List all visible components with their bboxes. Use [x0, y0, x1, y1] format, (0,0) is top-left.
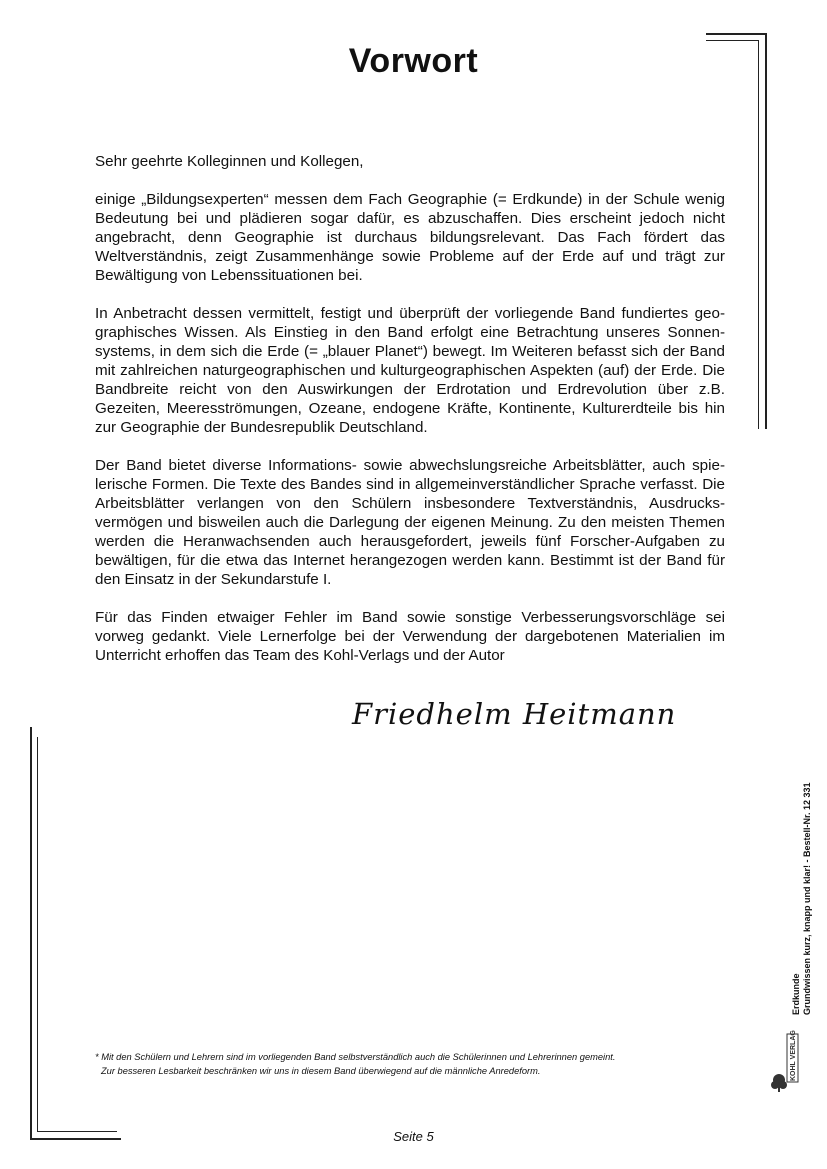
frame-right-vertical — [765, 33, 767, 429]
logo-graphic — [769, 1024, 799, 1094]
frame-right-vertical-inner — [758, 40, 759, 429]
paragraph-3: Der Band bietet diverse Informations- sowie abwechslungsreiche Arbeitsblätter, auch spielerische Formen. Die Texte des Bandes sind in allgemeinverständlicher Sprache verfasst. Die Arbeitsblätter verlangen von den Schülern insbesondere Textverständnis, Ausdrucksvermögen und bisweilen auch die Darlegung der eigenen Meinung. Zu den meisten Themen werden die Heranwachsenden auch herausgefordert, jeweils fünf Forscher-Aufgaben zu bewältigen, für die etwa das Internet herangezogen werden kann. Bestimmt ist der Band für den Einsatz in der Sekundarstufe I. — [95, 457, 725, 588]
frame-left-vertical-inner — [37, 737, 38, 1132]
author-signature: Friedhelm Heitmann — [352, 697, 677, 731]
footnote — [95, 1050, 735, 1078]
footnote-line-1: * Mit den Schülern und Lehrern sind im vorliegenden Band selbstverständlich auch die Schülerinnen und Lehrerinnen gemeint. — [95, 1052, 616, 1062]
kohl-verlag-logo-icon — [769, 1024, 799, 1094]
paragraph-1: einige „Bildungsexperten“ messen dem Fach Geographie (= Erdkunde) in der Schule wenig Bedeutung bei und plädieren sogar dafür, es abzuschaffen. Dies erscheint jedoch nicht angebracht, denn Geographie ist durchaus bildungsrelevant. Das Fach fördert das Weltverständnis, zeigt Zusammenhänge sowie Probleme auf der Erde auf und trägt zur Bewältigung von Lebenssituationen bei. — [95, 191, 725, 284]
page-title: Vorwort — [348, 42, 479, 80]
frame-top-right-horizontal-inner — [706, 40, 759, 41]
footnote-line-2: Zur besseren Lesbarkeit beschränken wir uns in diesem Band überwiegend auf die männliche Anredeform. — [101, 1066, 541, 1076]
frame-left-vertical — [30, 727, 32, 1139]
frame-top-right-horizontal — [706, 33, 766, 35]
logo-text: KOHL VERLAG — [790, 1030, 797, 1081]
side-label-line-2: Grundwissen kurz, knapp und klar! - Bestell-Nr. 12 331 — [802, 782, 812, 1015]
side-label-line-1: Erdkunde — [791, 973, 801, 1015]
paragraph-2: In Anbetracht dessen vermittelt, festigt und überprüft der vorliegende Band fundiertes geographisches Wissen. Als Einstieg in den Band erfolgt eine Betrachtung unseres Sonnensystems, in dem sich die Erde (= „blauer Planet“) bewegt. Im Weiteren befasst sich der Band mit zahlreichen naturgeographischen und kulturgeographischen Aspekten (auf) der Erde. Die Bandbreite reicht von den Auswirkungen der Erdrotation und Erdrevolution über z.B. Gezeiten, Meeresströmungen, Ozeane, endogene Kräfte, Kontinente, Kulturerdteile bis hin zur Geographie der Bundesrepublik Deutschland. — [95, 305, 725, 436]
side-publication-label — [791, 782, 813, 1015]
salutation: Sehr geehrte Kolleginnen und Kollegen, — [95, 153, 364, 170]
paragraph-4: Für das Finden etwaiger Fehler im Band sowie sonstige Verbesserungsvorschläge sei vorweg gedankt. Viele Lernerfolge bei der Verwendung der dargebotenen Materialien im Unterricht erhoffen das Team des Kohl-Verlags und der Autor — [95, 609, 725, 664]
page-number: Seite 5 — [393, 1129, 434, 1144]
foreword-body — [95, 152, 725, 684]
